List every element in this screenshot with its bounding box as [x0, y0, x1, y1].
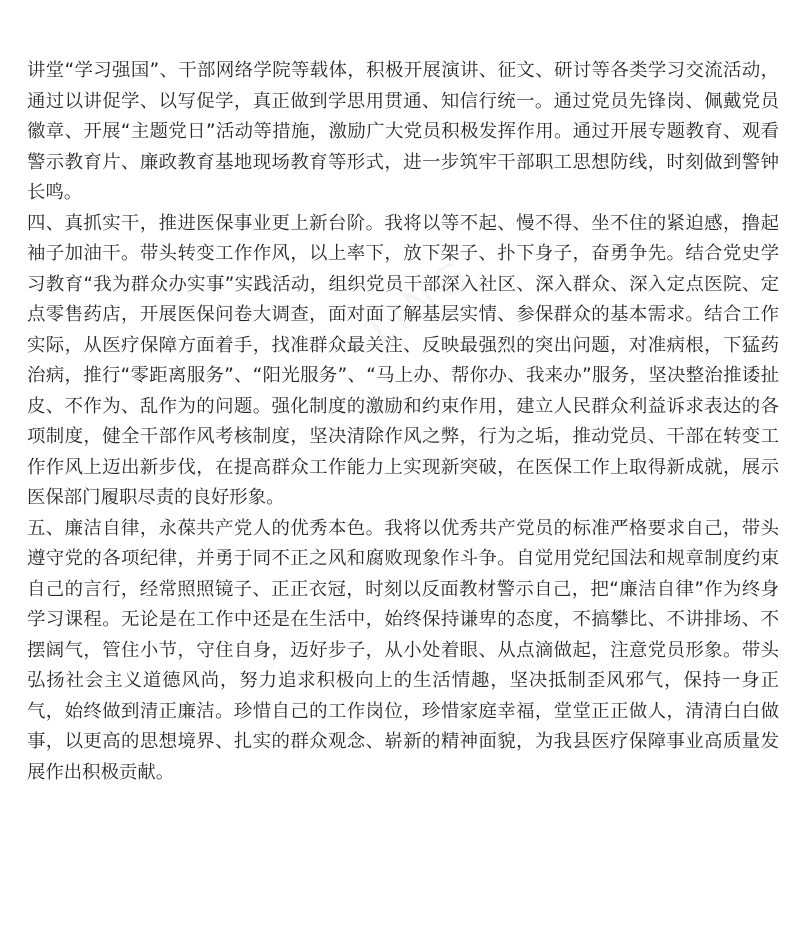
- paragraph-continuation: 讲堂“学习强国”、干部网络学院等载体，积极开展演讲、征文、研讨等各类学习交流活动，通过以讲促学、以写促学，真正做到学思用贯通、知信行统一。通过党员先锋岗、佩戴党员徽章、开展“主题党日”活动等措施，激励广大党员积极发挥作用。通过开展专题教育、观看警示教育片、廉政教育基地现场教育等形式，进一步筑牢干部职工思想防线，时刻做到警钟长鸣。: [27, 60, 779, 203]
- paragraph-section-five: 五、廉洁自律，永葆共产党人的优秀本色。我将以优秀共产党员的标准严格要求自己，带头遵守党的各项纪律，并勇于同不正之风和腐败现象作斗争。自觉用党纪国法和规章制度约束自己的言行，经常照照镜子、正正衣冠，时刻以反面教材警示自己，把“廉洁自律”作为终身学习课程。无论是在工作中还是在生活中，始终保持谦卑的态度，不搞攀比、不讲排场、不摆阔气，管住小节，守住自身，迈好步子，从小处着眼、从点滴做起，注意党员形象。带头弘扬社会主义道德风尚，努力追求积极向上的生活情趣，坚决抵制歪风邪气，保持一身正气，始终做到清正廉洁。珍惜自己的工作岗位，珍惜家庭幸福，堂堂正正做人，清清白白做事，以更高的思想境界、扎实的群众观念、崭新的精神面貌，为我县医疗保障事业高质量发展作出积极贡献。: [27, 517, 779, 783]
- document-body: [27, 56, 779, 788]
- paragraph-section-four: 四、真抓实干，推进医保事业更上新台阶。我将以等不起、慢不得、坐不住的紧迫感，撸起袖子加油干。带头转变工作作风，以上率下，放下架子、扑下身子，奋勇争先。结合党史学习教育“我为群众办实事”实践活动，组织党员干部深入社区、深入群众、深入定点医院、定点零售药店，开展医保问卷大调查，面对面了解基层实情、参保群众的基本需求。结合工作实际，从医疗保障方面着手，找准群众最关注、反映最强烈的突出问题，对准病根，下猛药治病，推行“零距离服务”、“阳光服务”、“马上办、帮你办、我来办”服务，坚决整治推诿扯皮、不作为、乱作为的问题。强化制度的激励和约束作用，建立人民群众利益诉求表达的各项制度，健全干部作风考核制度，坚决清除作风之弊，行为之垢，推动党员、干部在转变工作作风上迈出新步伐，在提高群众工作能力上实现新突破，在医保工作上取得新成就，展示医保部门履职尽责的良好形象。: [27, 212, 779, 508]
